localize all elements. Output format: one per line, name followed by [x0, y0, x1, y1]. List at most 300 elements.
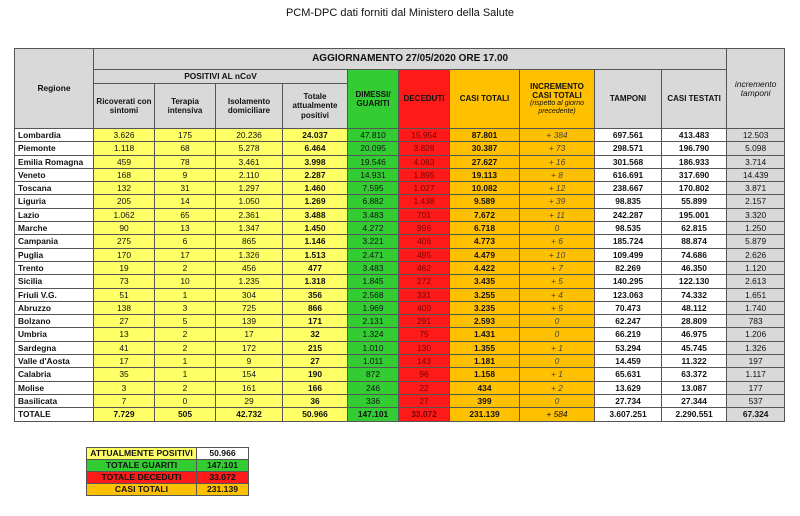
cell-casi-totali: 399: [450, 394, 520, 407]
cell-dimessi: 19.546: [348, 155, 399, 168]
cell-incremento-tamponi: 197: [727, 355, 785, 368]
cell-incremento: + 5: [520, 275, 595, 288]
cell-incremento-tamponi: 14.439: [727, 168, 785, 181]
cell-isolamento: 304: [216, 288, 283, 301]
cell-dimessi: 4.272: [348, 222, 399, 235]
cell-tamponi: 98.535: [595, 222, 662, 235]
cell-terapia: 2: [155, 381, 216, 394]
cell-regione: Lombardia: [15, 129, 94, 142]
cell-dimessi: 14.931: [348, 168, 399, 181]
cell-incremento: + 8: [520, 168, 595, 181]
cell-isolamento: 865: [216, 235, 283, 248]
cell-deceduti: 1.438: [399, 195, 450, 208]
cell-incremento-tamponi: 537: [727, 394, 785, 407]
cell-regione: Abruzzo: [15, 301, 94, 314]
cell-casi-testati: 46.975: [662, 328, 727, 341]
cell-casi-totali: 3.435: [450, 275, 520, 288]
cell-deceduti: 331: [399, 288, 450, 301]
cell-casi-testati: 170.802: [662, 182, 727, 195]
cell-deceduti: 1.895: [399, 168, 450, 181]
cell-ricoverati: 138: [94, 301, 155, 314]
cell-isolamento: 3.461: [216, 155, 283, 168]
cell-deceduti: 3.828: [399, 142, 450, 155]
cell-ricoverati: 170: [94, 248, 155, 261]
header-totale-positivi: Totale attualmente positivi: [283, 84, 348, 129]
cell-casi-testati: 28.809: [662, 315, 727, 328]
cell-dimessi: 2.568: [348, 288, 399, 301]
cell-casi-totali: 87.801: [450, 129, 520, 142]
cell-isolamento: 20.236: [216, 129, 283, 142]
cell-regione: Valle d'Aosta: [15, 355, 94, 368]
cell-ricoverati: 13: [94, 328, 155, 341]
cell-incremento: + 4: [520, 288, 595, 301]
table-row: [15, 208, 785, 221]
cell-casi-totali: 1.158: [450, 368, 520, 381]
cell-incremento: + 73: [520, 142, 595, 155]
cell-terapia: 10: [155, 275, 216, 288]
cell-regione: Toscana: [15, 182, 94, 195]
cell-tamponi: 66.219: [595, 328, 662, 341]
cell-dimessi: 1.969: [348, 301, 399, 314]
table-row: [15, 315, 785, 328]
cell-casi-testati: 63.372: [662, 368, 727, 381]
cell-tamponi: 185.724: [595, 235, 662, 248]
cell-incremento-tamponi: 1.250: [727, 222, 785, 235]
cell-incremento: + 1: [520, 341, 595, 354]
cell-incremento: + 39: [520, 195, 595, 208]
cell-isolamento: 1.326: [216, 248, 283, 261]
table-row: [15, 355, 785, 368]
cell-ricoverati: 3.626: [94, 129, 155, 142]
cell-casi-totali: 2.593: [450, 315, 520, 328]
cell-totale-positivi: 27: [283, 355, 348, 368]
cell-dimessi: 2.471: [348, 248, 399, 261]
cell-terapia: 14: [155, 195, 216, 208]
cell-ricoverati: 27: [94, 315, 155, 328]
cell-casi-testati: 48.112: [662, 301, 727, 314]
cell-dimessi: 872: [348, 368, 399, 381]
table-row: [15, 328, 785, 341]
cell-isolamento: 9: [216, 355, 283, 368]
cell-ricoverati: 205: [94, 195, 155, 208]
cell-deceduti: 462: [399, 261, 450, 274]
cell-terapia: 505: [155, 408, 216, 421]
table-row: [15, 142, 785, 155]
cell-totale-positivi: 1.460: [283, 182, 348, 195]
cell-dimessi: 3.483: [348, 208, 399, 221]
table-row: [15, 182, 785, 195]
cell-totale-positivi: 1.146: [283, 235, 348, 248]
cell-isolamento: 17: [216, 328, 283, 341]
cell-regione: Calabria: [15, 368, 94, 381]
cell-deceduti: 75: [399, 328, 450, 341]
cell-tamponi: 14.459: [595, 355, 662, 368]
cell-incremento-tamponi: 5.098: [727, 142, 785, 155]
header-positivi-group: POSITIVI AL nCoV: [94, 70, 348, 84]
cell-casi-testati: 55.899: [662, 195, 727, 208]
table-row: [15, 195, 785, 208]
totals-row: [15, 408, 785, 421]
cell-totale-positivi: 190: [283, 368, 348, 381]
summary-row: [87, 448, 249, 460]
cell-tamponi: 140.295: [595, 275, 662, 288]
cell-isolamento: 1.235: [216, 275, 283, 288]
cell-terapia: 2: [155, 261, 216, 274]
cell-ricoverati: 1.062: [94, 208, 155, 221]
cell-totale-positivi: 1.269: [283, 195, 348, 208]
cell-deceduti: 1.027: [399, 182, 450, 195]
cell-deceduti: 96: [399, 368, 450, 381]
cell-tamponi: 616.691: [595, 168, 662, 181]
cell-dimessi: 1.324: [348, 328, 399, 341]
cell-casi-testati: 62.815: [662, 222, 727, 235]
cell-ricoverati: 90: [94, 222, 155, 235]
cell-incremento: + 10: [520, 248, 595, 261]
cell-terapia: 3: [155, 301, 216, 314]
cell-casi-testati: 27.344: [662, 394, 727, 407]
cell-incremento-tamponi: 2.626: [727, 248, 785, 261]
cell-dimessi: 1.011: [348, 355, 399, 368]
cell-regione: Friuli V.G.: [15, 288, 94, 301]
cell-totale-positivi: 2.287: [283, 168, 348, 181]
cell-totale-positivi: 215: [283, 341, 348, 354]
summary-table: [86, 447, 249, 496]
cell-incremento: + 16: [520, 155, 595, 168]
table-row: [15, 261, 785, 274]
cell-regione: Molise: [15, 381, 94, 394]
cell-casi-totali: 6.718: [450, 222, 520, 235]
cell-totale-positivi: 866: [283, 301, 348, 314]
cell-incremento-tamponi: 1.206: [727, 328, 785, 341]
cell-incremento-tamponi: 3.320: [727, 208, 785, 221]
cell-casi-testati: 88.874: [662, 235, 727, 248]
cell-casi-testati: 196.790: [662, 142, 727, 155]
cell-casi-totali: 9.589: [450, 195, 520, 208]
cell-casi-testati: 74.332: [662, 288, 727, 301]
cell-tamponi: 13.629: [595, 381, 662, 394]
cell-dimessi: 1.845: [348, 275, 399, 288]
cell-tamponi: 53.294: [595, 341, 662, 354]
cell-terapia: 175: [155, 129, 216, 142]
cell-regione: Campania: [15, 235, 94, 248]
cell-ricoverati: 7: [94, 394, 155, 407]
cell-terapia: 2: [155, 341, 216, 354]
cell-regione: Sardegna: [15, 341, 94, 354]
cell-isolamento: 1.297: [216, 182, 283, 195]
table-row: [15, 368, 785, 381]
cell-totale-positivi: 477: [283, 261, 348, 274]
cell-incremento: + 5: [520, 301, 595, 314]
cell-dimessi: 3.221: [348, 235, 399, 248]
cell-incremento: 0: [520, 328, 595, 341]
cell-isolamento: 172: [216, 341, 283, 354]
cell-terapia: 65: [155, 208, 216, 221]
cell-incremento: 0: [520, 355, 595, 368]
cell-ricoverati: 41: [94, 341, 155, 354]
cell-incremento: + 11: [520, 208, 595, 221]
cell-isolamento: 2.110: [216, 168, 283, 181]
cell-deceduti: 130: [399, 341, 450, 354]
cell-incremento: + 7: [520, 261, 595, 274]
table-row: [15, 129, 785, 142]
cell-casi-testati: 11.322: [662, 355, 727, 368]
cell-regione: TOTALE: [15, 408, 94, 421]
cell-casi-totali: 1.181: [450, 355, 520, 368]
cell-dimessi: 246: [348, 381, 399, 394]
cell-incremento: + 1: [520, 368, 595, 381]
cell-ricoverati: 73: [94, 275, 155, 288]
cell-regione: Bolzano: [15, 315, 94, 328]
cell-deceduti: 291: [399, 315, 450, 328]
cell-dimessi: 47.810: [348, 129, 399, 142]
cell-terapia: 78: [155, 155, 216, 168]
cell-casi-totali: 4.773: [450, 235, 520, 248]
cell-terapia: 6: [155, 235, 216, 248]
cell-terapia: 17: [155, 248, 216, 261]
cell-deceduti: 495: [399, 248, 450, 261]
update-banner: AGGIORNAMENTO 27/05/2020 ORE 17.00: [94, 49, 727, 70]
header-terapia: Terapia intensiva: [155, 84, 216, 129]
cell-terapia: 1: [155, 368, 216, 381]
cell-incremento-tamponi: 3.714: [727, 155, 785, 168]
summary-label: TOTALE GUARITI: [87, 460, 197, 472]
cell-regione: Liguria: [15, 195, 94, 208]
cell-casi-testati: 413.483: [662, 129, 727, 142]
cell-incremento-tamponi: 5.879: [727, 235, 785, 248]
cell-terapia: 9: [155, 168, 216, 181]
cell-terapia: 2: [155, 328, 216, 341]
table-row: [15, 275, 785, 288]
cell-totale-positivi: 356: [283, 288, 348, 301]
cell-incremento-tamponi: 1.120: [727, 261, 785, 274]
header-casi-totali: CASI TOTALI: [450, 70, 520, 129]
cell-casi-totali: 10.082: [450, 182, 520, 195]
cell-deceduti: 400: [399, 301, 450, 314]
cell-tamponi: 70.473: [595, 301, 662, 314]
cell-deceduti: 22: [399, 381, 450, 394]
cell-totale-positivi: 171: [283, 315, 348, 328]
summary-value: 147.101: [197, 460, 249, 472]
cell-isolamento: 161: [216, 381, 283, 394]
table-row: [15, 381, 785, 394]
cell-incremento-tamponi: 2.613: [727, 275, 785, 288]
cell-ricoverati: 132: [94, 182, 155, 195]
cell-casi-totali: 434: [450, 381, 520, 394]
cell-totale-positivi: 1.318: [283, 275, 348, 288]
summary-row: [87, 472, 249, 484]
cell-ricoverati: 459: [94, 155, 155, 168]
header-isolamento: Isolamento domiciliare: [216, 84, 283, 129]
cell-ricoverati: 7.729: [94, 408, 155, 421]
header-incremento: [520, 70, 595, 129]
cell-terapia: 68: [155, 142, 216, 155]
cell-tamponi: 65.631: [595, 368, 662, 381]
cell-casi-totali: 1.355: [450, 341, 520, 354]
cell-casi-totali: 3.235: [450, 301, 520, 314]
cell-incremento-tamponi: 1.740: [727, 301, 785, 314]
cell-deceduti: 33.072: [399, 408, 450, 421]
summary-label: TOTALE DECEDUTI: [87, 472, 197, 484]
header-deceduti: DECEDUTI: [399, 70, 450, 129]
cell-dimessi: 147.101: [348, 408, 399, 421]
cell-dimessi: 3.483: [348, 261, 399, 274]
cell-isolamento: 5.278: [216, 142, 283, 155]
cell-deceduti: 4.083: [399, 155, 450, 168]
cell-tamponi: 238.667: [595, 182, 662, 195]
cell-regione: Basilicata: [15, 394, 94, 407]
cell-ricoverati: 17: [94, 355, 155, 368]
header-casi-testati: CASI TESTATI: [662, 70, 727, 129]
cell-casi-testati: 13.087: [662, 381, 727, 394]
cell-regione: Trento: [15, 261, 94, 274]
cell-deceduti: 996: [399, 222, 450, 235]
header-regione: Regione: [15, 49, 94, 129]
table-row: [15, 301, 785, 314]
cell-ricoverati: 35: [94, 368, 155, 381]
cell-tamponi: 27.734: [595, 394, 662, 407]
cell-deceduti: 701: [399, 208, 450, 221]
cell-incremento-tamponi: 177: [727, 381, 785, 394]
cell-casi-totali: 19.113: [450, 168, 520, 181]
cell-dimessi: 1.010: [348, 341, 399, 354]
header-tamponi: TAMPONI: [595, 70, 662, 129]
cell-totale-positivi: 6.464: [283, 142, 348, 155]
cell-casi-totali: 4.422: [450, 261, 520, 274]
cell-incremento-tamponi: 12.503: [727, 129, 785, 142]
cell-tamponi: 82.269: [595, 261, 662, 274]
cell-regione: Puglia: [15, 248, 94, 261]
cell-isolamento: 139: [216, 315, 283, 328]
cell-deceduti: 406: [399, 235, 450, 248]
cell-incremento-tamponi: 67.324: [727, 408, 785, 421]
cell-incremento-tamponi: 3.871: [727, 182, 785, 195]
cell-tamponi: 242.287: [595, 208, 662, 221]
cell-terapia: 31: [155, 182, 216, 195]
cell-incremento: + 6: [520, 235, 595, 248]
summary-label: CASI TOTALI: [87, 484, 197, 496]
cell-regione: Sicilia: [15, 275, 94, 288]
cell-ricoverati: 3: [94, 381, 155, 394]
cell-casi-testati: 186.933: [662, 155, 727, 168]
cell-regione: Veneto: [15, 168, 94, 181]
cell-isolamento: 2.361: [216, 208, 283, 221]
cell-ricoverati: 1.118: [94, 142, 155, 155]
cell-totale-positivi: 36: [283, 394, 348, 407]
summary-row: [87, 460, 249, 472]
cell-ricoverati: 19: [94, 261, 155, 274]
cell-incremento-tamponi: 1.326: [727, 341, 785, 354]
cell-totale-positivi: 166: [283, 381, 348, 394]
cell-casi-testati: 2.290.551: [662, 408, 727, 421]
cell-isolamento: 725: [216, 301, 283, 314]
cell-dimessi: 6.882: [348, 195, 399, 208]
cell-totale-positivi: 32: [283, 328, 348, 341]
cell-terapia: 0: [155, 394, 216, 407]
cell-ricoverati: 275: [94, 235, 155, 248]
cell-tamponi: 301.568: [595, 155, 662, 168]
summary-row: [87, 484, 249, 496]
cell-totale-positivi: 3.488: [283, 208, 348, 221]
cell-regione: Umbria: [15, 328, 94, 341]
cell-dimessi: 336: [348, 394, 399, 407]
cell-casi-totali: 3.255: [450, 288, 520, 301]
header-incremento-tamponi: incremento tamponi: [727, 49, 785, 129]
cell-deceduti: 27: [399, 394, 450, 407]
table-row: [15, 235, 785, 248]
cell-casi-totali: 27.627: [450, 155, 520, 168]
cell-ricoverati: 51: [94, 288, 155, 301]
cell-incremento: + 384: [520, 129, 595, 142]
cell-regione: Marche: [15, 222, 94, 235]
cell-incremento-tamponi: 1.651: [727, 288, 785, 301]
table-row: [15, 248, 785, 261]
cell-casi-testati: 122.130: [662, 275, 727, 288]
cell-incremento: 0: [520, 222, 595, 235]
cell-casi-testati: 46.350: [662, 261, 727, 274]
cell-incremento: + 2: [520, 381, 595, 394]
cell-regione: Emilia Romagna: [15, 155, 94, 168]
cell-regione: Lazio: [15, 208, 94, 221]
cell-tamponi: 298.571: [595, 142, 662, 155]
header-dimessi: DIMESSI/ GUARITI: [348, 70, 399, 129]
table-row: [15, 394, 785, 407]
summary-label: ATTUALMENTE POSITIVI: [87, 448, 197, 460]
cell-totale-positivi: 24.037: [283, 129, 348, 142]
cell-tamponi: 3.607.251: [595, 408, 662, 421]
cell-terapia: 13: [155, 222, 216, 235]
cell-isolamento: 42.732: [216, 408, 283, 421]
cell-tamponi: 62.247: [595, 315, 662, 328]
cell-casi-testati: 317.690: [662, 168, 727, 181]
cell-dimessi: 20.095: [348, 142, 399, 155]
cell-casi-testati: 74.686: [662, 248, 727, 261]
cell-isolamento: 154: [216, 368, 283, 381]
table-row: [15, 168, 785, 181]
cell-terapia: 1: [155, 355, 216, 368]
cell-casi-totali: 231.139: [450, 408, 520, 421]
cell-totale-positivi: 3.998: [283, 155, 348, 168]
table-row: [15, 222, 785, 235]
page-title: PCM-DPC dati forniti dal Ministero della Salute: [285, 7, 515, 19]
cell-isolamento: 456: [216, 261, 283, 274]
cell-incremento: + 12: [520, 182, 595, 195]
cell-casi-testati: 195.001: [662, 208, 727, 221]
cell-casi-totali: 1.431: [450, 328, 520, 341]
cell-isolamento: 1.347: [216, 222, 283, 235]
cell-casi-totali: 7.672: [450, 208, 520, 221]
cell-tamponi: 123.063: [595, 288, 662, 301]
cell-totale-positivi: 1.513: [283, 248, 348, 261]
cell-incremento-tamponi: 1.117: [727, 368, 785, 381]
cell-totale-positivi: 50.966: [283, 408, 348, 421]
header-incremento-note: (rispetto al giorno precedente): [529, 100, 585, 116]
summary-value: 33.072: [197, 472, 249, 484]
cell-regione: Piemonte: [15, 142, 94, 155]
cell-casi-testati: 45.745: [662, 341, 727, 354]
covid-data-table: [14, 48, 785, 422]
cell-incremento-tamponi: 783: [727, 315, 785, 328]
cell-tamponi: 98.835: [595, 195, 662, 208]
header-ricoverati: Ricoverati con sintomi: [94, 84, 155, 129]
summary-value: 50.966: [197, 448, 249, 460]
cell-deceduti: 143: [399, 355, 450, 368]
cell-incremento-tamponi: 2.157: [727, 195, 785, 208]
cell-deceduti: 272: [399, 275, 450, 288]
cell-ricoverati: 168: [94, 168, 155, 181]
cell-isolamento: 29: [216, 394, 283, 407]
cell-casi-totali: 4.479: [450, 248, 520, 261]
cell-dimessi: 2.131: [348, 315, 399, 328]
